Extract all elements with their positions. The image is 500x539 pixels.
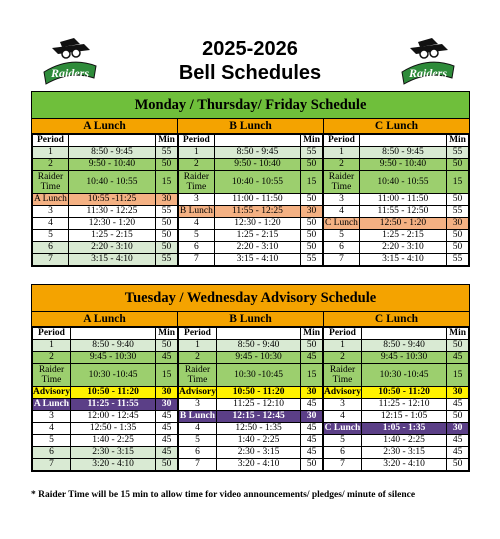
title-bell-schedules: Bell Schedules — [178, 62, 322, 84]
schedule-mon-thu-fri — [31, 91, 470, 267]
column-header: Min — [156, 135, 178, 147]
minutes-cell: 50 — [447, 230, 469, 242]
table-row — [179, 206, 323, 218]
period-cell: Raider Time — [33, 364, 71, 387]
column-header: Period — [33, 328, 71, 340]
table-row — [179, 171, 323, 194]
table-row — [324, 459, 469, 471]
period-cell: 1 — [179, 340, 217, 352]
minutes-cell: 30 — [301, 411, 323, 423]
period-cell: A Lunch — [33, 399, 70, 409]
period-cell: 3 — [33, 206, 69, 218]
minutes-cell: 50 — [156, 230, 178, 242]
table-row — [33, 364, 178, 387]
time-cell: 10:50 - 11:20 — [216, 387, 300, 399]
logo-text-right: Raiders — [408, 66, 448, 80]
raiders-logo-right — [398, 34, 458, 90]
time-cell: 2:30 - 3:15 — [361, 447, 446, 459]
raiders-logo-left — [40, 34, 100, 90]
table-row — [324, 206, 469, 218]
table-row — [324, 230, 469, 242]
time-cell: 9:45 - 10:30 — [216, 352, 300, 364]
table-row — [33, 254, 178, 266]
time-cell: 12:15 - 12:45 — [216, 411, 300, 423]
period-cell: 4 — [324, 411, 362, 423]
period-cell: Raider Time — [179, 364, 217, 387]
lunch-header: B Lunch — [178, 312, 324, 326]
minutes-cell: 50 — [447, 340, 469, 352]
time-cell: 11:25 - 12:10 — [361, 399, 446, 411]
minutes-cell: 50 — [447, 242, 469, 254]
column-header — [359, 135, 446, 147]
time-cell: 9:50 - 10:40 — [214, 159, 300, 171]
minutes-cell: 15 — [301, 364, 323, 387]
table-header-row — [179, 328, 323, 340]
lunch-header: C Lunch — [324, 312, 469, 326]
period-cell: 7 — [179, 459, 217, 471]
table-row — [33, 340, 178, 352]
table-row — [179, 364, 323, 387]
minutes-cell: 15 — [301, 171, 323, 194]
schedule-tue-wed-advisory — [31, 284, 470, 472]
column-header: Min — [301, 135, 323, 147]
minutes-cell: 45 — [301, 435, 323, 447]
table-row — [179, 459, 323, 471]
table-row — [324, 411, 469, 423]
lunch-header: A Lunch — [32, 312, 178, 326]
minutes-cell: 45 — [447, 435, 469, 447]
table-row — [33, 230, 178, 242]
schedule-title: Tuesday / Wednesday Advisory Schedule — [32, 285, 469, 312]
time-cell: 1:40 - 2:25 — [216, 435, 300, 447]
lunch-table — [32, 134, 178, 266]
minutes-cell: 50 — [156, 459, 178, 471]
table-row — [324, 242, 469, 254]
table-header-row — [179, 135, 323, 147]
time-cell: 8:50 - 9:40 — [361, 340, 446, 352]
time-cell: 10:55 -11:25 — [68, 194, 155, 206]
time-cell: 8:50 - 9:45 — [359, 147, 446, 159]
time-cell: 3:15 - 4:10 — [214, 254, 300, 266]
minutes-cell: 45 — [156, 435, 178, 447]
minutes-cell: 50 — [156, 218, 178, 230]
table-header-row — [324, 135, 469, 147]
table-row — [179, 218, 323, 230]
minutes-cell: 55 — [301, 147, 323, 159]
column-header — [216, 328, 300, 340]
table-row — [179, 387, 323, 399]
time-cell: 8:50 - 9:45 — [68, 147, 155, 159]
logo-text-left: Raiders — [50, 66, 90, 80]
table-row — [33, 459, 178, 471]
minutes-cell: 45 — [301, 399, 323, 411]
minutes-cell: 55 — [156, 206, 178, 218]
column-header — [214, 135, 300, 147]
time-cell: 9:50 - 10:40 — [68, 159, 155, 171]
time-cell: 11:25 - 11:55 — [70, 399, 155, 411]
time-cell: 11:30 - 12:25 — [68, 206, 155, 218]
table-row — [324, 364, 469, 387]
period-cell: 3 — [179, 399, 217, 411]
time-cell: 12:00 - 12:45 — [70, 411, 155, 423]
minutes-cell: 50 — [301, 194, 323, 206]
minutes-cell: 30 — [156, 399, 178, 411]
time-cell: 2:20 - 3:10 — [214, 242, 300, 254]
period-cell: C Lunch — [324, 218, 358, 228]
table-row — [179, 159, 323, 171]
minutes-cell: 15 — [156, 171, 178, 194]
period-cell: 5 — [33, 230, 69, 242]
table-header-row — [33, 328, 178, 340]
table-row — [179, 352, 323, 364]
table-row — [179, 147, 323, 159]
column-header: Min — [447, 135, 469, 147]
period-cell: 7 — [324, 254, 360, 266]
minutes-cell: 45 — [447, 447, 469, 459]
table-row — [324, 254, 469, 266]
column-header: Period — [324, 328, 362, 340]
column-header: Period — [179, 328, 217, 340]
period-cell: Advisory — [33, 387, 70, 397]
lunch-table — [32, 327, 178, 471]
period-cell: A Lunch — [33, 194, 67, 204]
table-row — [33, 399, 178, 411]
time-cell: 2:20 - 3:10 — [359, 242, 446, 254]
time-cell: 10:30 -10:45 — [216, 364, 300, 387]
period-cell: 2 — [324, 352, 362, 364]
minutes-cell: 55 — [156, 254, 178, 266]
period-cell: 5 — [179, 435, 217, 447]
time-cell: 12:50 - 1:35 — [216, 423, 300, 435]
period-cell: 2 — [179, 159, 215, 171]
minutes-cell: 15 — [447, 364, 469, 387]
period-cell: Advisory — [324, 387, 361, 397]
time-cell: 11:00 - 11:50 — [359, 194, 446, 206]
minutes-cell: 45 — [301, 447, 323, 459]
time-cell: 3:20 - 4:10 — [216, 459, 300, 471]
time-cell: 9:50 - 10:40 — [359, 159, 446, 171]
period-cell: 2 — [179, 352, 217, 364]
lunch-header: B Lunch — [178, 119, 324, 133]
time-cell: 1:40 - 2:25 — [70, 435, 155, 447]
minutes-cell: 50 — [301, 218, 323, 230]
time-cell: 1:25 - 2:15 — [214, 230, 300, 242]
period-cell: 2 — [33, 159, 69, 171]
table-row — [179, 230, 323, 242]
time-cell: 8:50 - 9:40 — [70, 340, 155, 352]
period-cell: 4 — [324, 206, 360, 218]
time-cell: 10:30 -10:45 — [70, 364, 155, 387]
table-row — [33, 206, 178, 218]
time-cell: 12:30 - 1:20 — [68, 218, 155, 230]
period-cell: 4 — [33, 423, 71, 435]
minutes-cell: 45 — [301, 423, 323, 435]
period-cell: 3 — [179, 194, 215, 206]
table-row — [33, 171, 178, 194]
time-cell: 10:40 - 10:55 — [68, 171, 155, 194]
period-cell: Raider Time — [324, 364, 362, 387]
title-year: 2025-2026 — [202, 38, 298, 60]
minutes-cell: 45 — [156, 411, 178, 423]
table-row — [179, 242, 323, 254]
time-cell: 10:30 -10:45 — [361, 364, 446, 387]
time-cell: 10:40 - 10:55 — [359, 171, 446, 194]
period-cell: Advisory — [179, 387, 216, 397]
table-row — [324, 340, 469, 352]
period-cell: 7 — [33, 459, 71, 471]
minutes-cell: 50 — [447, 194, 469, 206]
lunch-header-row — [32, 312, 469, 327]
schedule-title: Monday / Thursday/ Friday Schedule — [32, 92, 469, 119]
period-cell: 3 — [33, 411, 71, 423]
minutes-cell: 45 — [156, 447, 178, 459]
minutes-cell: 50 — [301, 340, 323, 352]
table-row — [33, 218, 178, 230]
minutes-cell: 30 — [447, 423, 469, 435]
table-row — [324, 352, 469, 364]
period-cell: 5 — [324, 230, 360, 242]
period-cell: 5 — [179, 230, 215, 242]
time-cell: 12:50 - 1:20 — [359, 218, 446, 230]
time-cell: 1:40 - 2:25 — [361, 435, 446, 447]
footnote: * Raider Time will be 15 min to allow time for video announcements/ pledges/ minute of silence — [31, 490, 416, 500]
period-cell: 2 — [324, 159, 360, 171]
table-row — [324, 423, 469, 435]
period-cell: Raider Time — [179, 171, 215, 194]
minutes-cell: 30 — [447, 387, 469, 399]
period-cell: 2 — [33, 352, 71, 364]
time-cell: 11:00 - 11:50 — [214, 194, 300, 206]
period-cell: C Lunch — [324, 423, 361, 433]
table-row — [179, 399, 323, 411]
column-header: Period — [179, 135, 215, 147]
lunch-header: C Lunch — [324, 119, 469, 133]
lunch-table — [323, 134, 469, 266]
table-row — [33, 423, 178, 435]
period-cell: B Lunch — [179, 411, 216, 421]
time-cell: 10:40 - 10:55 — [214, 171, 300, 194]
time-cell: 1:05 - 1:35 — [361, 423, 446, 435]
time-cell: 3:20 - 4:10 — [361, 459, 446, 471]
period-cell: 5 — [33, 435, 71, 447]
minutes-cell: 50 — [447, 411, 469, 423]
table-row — [179, 423, 323, 435]
minutes-cell: 30 — [301, 206, 323, 218]
time-cell: 11:55 - 12:50 — [359, 206, 446, 218]
table-row — [179, 411, 323, 423]
table-row — [324, 447, 469, 459]
minutes-cell: 30 — [156, 194, 178, 206]
time-cell: 12:50 - 1:35 — [70, 423, 155, 435]
minutes-cell: 45 — [301, 352, 323, 364]
minutes-cell: 15 — [447, 171, 469, 194]
minutes-cell: 50 — [301, 159, 323, 171]
period-cell: 6 — [324, 447, 362, 459]
period-cell: 1 — [33, 147, 69, 159]
table-header-row — [324, 328, 469, 340]
table-row — [324, 218, 469, 230]
time-cell: 12:30 - 1:20 — [214, 218, 300, 230]
minutes-cell: 55 — [447, 254, 469, 266]
minutes-cell: 55 — [301, 254, 323, 266]
period-cell: 1 — [33, 340, 71, 352]
column-header — [70, 328, 155, 340]
lunch-header: A Lunch — [32, 119, 178, 133]
period-cell: B Lunch — [179, 206, 213, 216]
time-cell: 8:50 - 9:40 — [216, 340, 300, 352]
period-cell: 4 — [179, 423, 217, 435]
minutes-cell: 50 — [156, 340, 178, 352]
column-header — [68, 135, 155, 147]
table-row — [324, 435, 469, 447]
table-row — [33, 447, 178, 459]
column-header: Period — [33, 135, 69, 147]
minutes-cell: 45 — [447, 399, 469, 411]
time-cell: 9:45 - 10:30 — [70, 352, 155, 364]
column-header: Min — [301, 328, 323, 340]
table-row — [33, 352, 178, 364]
minutes-cell: 50 — [301, 459, 323, 471]
table-row — [324, 147, 469, 159]
period-cell: 5 — [324, 435, 362, 447]
table-row — [179, 194, 323, 206]
table-row — [179, 340, 323, 352]
time-cell: 11:25 - 12:10 — [216, 399, 300, 411]
period-cell: 6 — [179, 242, 215, 254]
table-row — [324, 194, 469, 206]
period-cell: 1 — [324, 147, 360, 159]
table-row — [179, 254, 323, 266]
time-cell: 10:50 - 11:20 — [70, 387, 155, 399]
minutes-cell: 30 — [301, 387, 323, 399]
time-cell: 3:15 - 4:10 — [359, 254, 446, 266]
lunch-header-row — [32, 119, 469, 134]
minutes-cell: 30 — [447, 218, 469, 230]
minutes-cell: 30 — [156, 387, 178, 399]
minutes-cell: 50 — [447, 159, 469, 171]
minutes-cell: 55 — [447, 147, 469, 159]
table-row — [33, 411, 178, 423]
minutes-cell: 45 — [447, 352, 469, 364]
minutes-cell: 45 — [156, 423, 178, 435]
period-cell: 6 — [179, 447, 217, 459]
period-cell: Raider Time — [33, 171, 69, 194]
table-row — [33, 194, 178, 206]
table-row — [33, 387, 178, 399]
table-row — [179, 435, 323, 447]
time-cell: 12:15 - 1:05 — [361, 411, 446, 423]
table-row — [33, 435, 178, 447]
column-header — [361, 328, 446, 340]
table-row — [324, 159, 469, 171]
period-cell: 3 — [324, 399, 362, 411]
time-cell: 1:25 - 2:15 — [359, 230, 446, 242]
period-cell: 4 — [33, 218, 69, 230]
period-cell: 3 — [324, 194, 360, 206]
time-cell: 10:50 - 11:20 — [361, 387, 446, 399]
period-cell: 4 — [179, 218, 215, 230]
time-cell: 1:25 - 2:15 — [68, 230, 155, 242]
lunch-table — [178, 327, 323, 471]
minutes-cell: 50 — [156, 242, 178, 254]
period-cell: 1 — [179, 147, 215, 159]
table-row — [324, 171, 469, 194]
period-cell: 6 — [33, 447, 71, 459]
time-cell: 2:20 - 3:10 — [68, 242, 155, 254]
minutes-cell: 50 — [447, 459, 469, 471]
lunch-table — [178, 134, 323, 266]
time-cell: 8:50 - 9:45 — [214, 147, 300, 159]
minutes-cell: 15 — [156, 364, 178, 387]
table-header-row — [33, 135, 178, 147]
period-cell: Raider Time — [324, 171, 360, 194]
column-header: Min — [156, 328, 178, 340]
period-cell: 1 — [324, 340, 362, 352]
period-cell: 6 — [324, 242, 360, 254]
time-cell: 3:15 - 4:10 — [68, 254, 155, 266]
minutes-cell: 50 — [156, 159, 178, 171]
time-cell: 3:20 - 4:10 — [70, 459, 155, 471]
column-header: Period — [324, 135, 360, 147]
minutes-cell: 50 — [301, 230, 323, 242]
table-row — [179, 447, 323, 459]
time-cell: 9:45 - 10:30 — [361, 352, 446, 364]
minutes-cell: 55 — [156, 147, 178, 159]
time-cell: 2:30 - 3:15 — [216, 447, 300, 459]
minutes-cell: 45 — [156, 352, 178, 364]
minutes-cell: 50 — [301, 242, 323, 254]
table-row — [324, 399, 469, 411]
column-header: Min — [447, 328, 469, 340]
period-cell: 7 — [179, 254, 215, 266]
period-cell: 7 — [33, 254, 69, 266]
table-row — [324, 387, 469, 399]
table-row — [33, 159, 178, 171]
table-row — [33, 242, 178, 254]
period-cell: 6 — [33, 242, 69, 254]
minutes-cell: 55 — [447, 206, 469, 218]
lunch-table — [323, 327, 469, 471]
table-row — [33, 147, 178, 159]
time-cell: 2:30 - 3:15 — [70, 447, 155, 459]
period-cell: 7 — [324, 459, 362, 471]
time-cell: 11:55 - 12:25 — [214, 206, 300, 218]
